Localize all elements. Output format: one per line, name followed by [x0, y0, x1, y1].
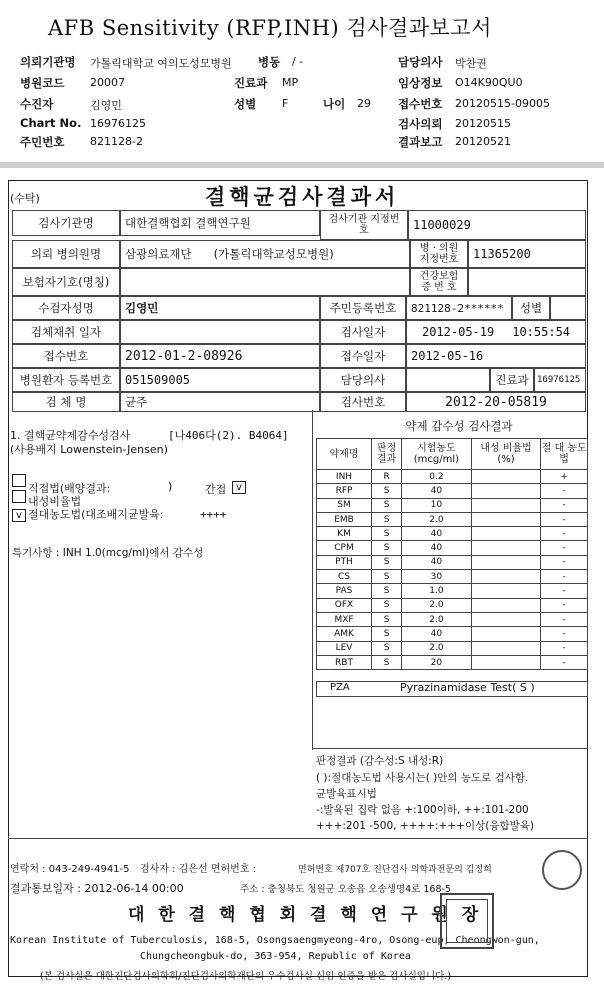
test-date: 2012-05-19 [421, 325, 495, 339]
header-value: 20120515-09005 [455, 97, 550, 110]
table-row [317, 512, 588, 526]
lab-name-label: 검사기관명 [12, 210, 120, 236]
drug-name: PTH [317, 555, 372, 569]
insurance-id-label: 건강보험 증 번 호 [410, 268, 468, 296]
header-label: 진료과 [234, 76, 268, 90]
drug-result: S [372, 498, 402, 512]
drug-absolute: - [541, 541, 588, 555]
drug-name: CPM [317, 541, 372, 555]
report-header-title: AFB Sensitivity (RFP,INH) 검사결과보고서 [48, 16, 492, 40]
contact: 연락처 : 043-249-4941-5 [10, 864, 130, 875]
header-label: 임상정보 [398, 76, 443, 90]
specimen-label: 검 체 명 [12, 392, 120, 412]
certification: (본 검사실은 대한진단검사의학회/진단검사의학재단의 우수검사실 신임 인증을 받은 검사실입니다.) [40, 971, 452, 982]
judgment-line: 균발육표시법 [316, 788, 377, 800]
judgment-line: 판정결과 (감수성:S 내성:R) [316, 755, 444, 767]
header-label: 수진자 [20, 97, 54, 111]
absolute-label: 절대농도법(대조배지균발육: [28, 508, 164, 521]
header-label: 검사의뢰 [398, 117, 443, 131]
header-label: 주민번호 [20, 135, 65, 149]
pza-name: PZA [330, 682, 350, 693]
col-result: 판정 결과 [372, 439, 402, 470]
drug-result: S [372, 527, 402, 541]
drug-ratio [471, 470, 541, 484]
institute-en-1: Korean Institute of Tuberculosis, 168-5, Osongsaengmyeong-4ro, Osong-eup, Cheongwon-gun, [10, 935, 540, 946]
header-label: 접수번호 [398, 97, 443, 111]
institute-en-2: Chungcheongbuk-do, 363-954, Republic of Korea [140, 951, 411, 962]
judgment-line: ( ):절대농도법 사용시는( )안의 농도로 검사함. [316, 772, 529, 784]
drug-absolute: - [541, 498, 588, 512]
receipt-date: 2012-05-16 [406, 344, 586, 368]
hospital-label: 의뢰 병의원명 [12, 240, 120, 268]
drug-ratio [471, 484, 541, 498]
header-label: 병원코드 [20, 76, 65, 90]
drug-name: SM [317, 498, 372, 512]
institute-seal-icon [440, 893, 494, 949]
drug-result: S [372, 584, 402, 598]
reg-no: 051509005 [120, 368, 320, 392]
insured-label: 보험자기호(명칭) [12, 268, 120, 296]
indirect-label: 간접 [205, 483, 227, 496]
form-type: (수탁) [10, 192, 40, 205]
specimen: 균주 [120, 392, 320, 412]
col-absolute: 절 대 농도법 [541, 439, 588, 470]
drug-conc: 40 [402, 555, 472, 569]
method-code: [나406다(2). B4064] [168, 429, 289, 442]
method-heading: 1. 결핵균약제감수성검사 [10, 429, 131, 442]
drug-absolute: - [541, 627, 588, 641]
table-title: 약제 감수성 검사결과 [405, 419, 513, 433]
drug-name: MXF [317, 612, 372, 626]
lab-id: 11000029 [408, 210, 586, 240]
dept-value: 16976125 [534, 368, 586, 392]
address: 주소 : 충청북도 청원군 오송읍 오송생명4로 168-5 [240, 884, 451, 895]
drug-name: KM [317, 527, 372, 541]
col-ratio: 내성 비율법(%) [471, 439, 541, 470]
header-value: 김영민 [90, 99, 122, 112]
collect-date [120, 320, 320, 344]
drug-conc: 40 [402, 484, 472, 498]
judgment-line: +++:201 -500, ++++:+++이상(융합발육) [316, 820, 534, 832]
test-no: 2012-20-05819 [406, 392, 586, 412]
test-date-cell [406, 320, 586, 344]
header-value: 박찬권 [455, 57, 487, 70]
drug-ratio [471, 584, 541, 598]
header-value: 821128-2 [90, 135, 143, 148]
drug-absolute: - [541, 612, 588, 626]
report-title: 결핵균검사결과서 [205, 184, 400, 209]
drug-name: EMB [317, 512, 372, 526]
drug-ratio [471, 641, 541, 655]
hospital-cell [120, 240, 410, 268]
license: 면허번호 제707호 진단검사 의학과전문의 김정희 [298, 865, 492, 875]
drug-absolute: + [541, 470, 588, 484]
drug-absolute: - [541, 584, 588, 598]
reg-no-label: 병원환자 등록번호 [12, 368, 120, 392]
hospital-id-label: 병 · 의원 지정번호 [410, 240, 468, 268]
divider [0, 162, 604, 168]
table-row [317, 555, 588, 569]
lab-id-label: 검사기관 지정번호 [320, 210, 408, 240]
table-row [317, 470, 588, 484]
absolute-checkbox[interactable]: v [12, 509, 26, 522]
drug-conc: 40 [402, 527, 472, 541]
test-no-label: 검사번호 [320, 392, 406, 412]
drug-conc: 30 [402, 570, 472, 584]
drug-conc: 1.0 [402, 584, 472, 598]
drug-ratio [471, 612, 541, 626]
header-value: F [282, 97, 289, 110]
hospital-id: 11365200 [468, 240, 586, 268]
table-row [317, 541, 588, 555]
header-label: 성별 [234, 97, 257, 111]
drug-absolute: - [541, 484, 588, 498]
drug-name: INH [317, 470, 372, 484]
col-conc: 시험농도 (mcg/ml) [402, 439, 472, 470]
indirect-checkbox[interactable]: v [232, 481, 246, 494]
medium: (사용배지 Lowenstein-Jensen) [10, 443, 168, 456]
drug-ratio [471, 655, 541, 669]
drug-ratio [471, 512, 541, 526]
remark: 특기사항 : INH 1.0(mcg/ml)에서 감수성 [12, 547, 204, 559]
table-row [317, 570, 588, 584]
header-value: 20007 [90, 76, 125, 89]
drug-result: S [372, 484, 402, 498]
direct-close: ) [168, 480, 173, 493]
test-time: 10:55:54 [512, 325, 571, 339]
table-row [317, 655, 588, 669]
inspector: 검사자 : 김은선 면허번호 : [140, 864, 257, 875]
table-row [317, 527, 588, 541]
drug-absolute: - [541, 655, 588, 669]
drug-conc: 0.2 [402, 470, 472, 484]
patient-name: 김영민 [120, 296, 320, 320]
header-label: 의뢰기관명 [20, 55, 76, 69]
table-row [317, 498, 588, 512]
table-row [317, 584, 588, 598]
vertical-divider [312, 410, 313, 750]
drug-conc: 2.0 [402, 641, 472, 655]
receipt-date-label: 접수일자 [320, 344, 406, 368]
drug-ratio [471, 570, 541, 584]
doctor-seal-icon [542, 850, 582, 890]
header-label: 나이 [323, 97, 346, 111]
drug-absolute: - [541, 555, 588, 569]
drug-absolute: - [541, 598, 588, 612]
hospital-note: (가톨릭대학교성모병원) [213, 247, 334, 261]
header-label: 결과보고 [398, 135, 443, 149]
table-row [317, 612, 588, 626]
direct-checkbox[interactable] [12, 474, 26, 487]
hospital-name: 삼광의료재단 [125, 247, 192, 261]
institute-kr: 대 한 결 핵 협 회 결 핵 연 구 원 장 [128, 905, 483, 925]
header-label: 담당의사 [398, 55, 443, 69]
drug-result: S [372, 641, 402, 655]
footer-divider [8, 838, 588, 839]
direct-label: 직접법(배양결과: [28, 482, 111, 495]
drug-result: S [372, 598, 402, 612]
rrn: 821128-2****** [406, 296, 512, 320]
header-value: 가톨릭대학교 여의도성모병원 [90, 57, 232, 70]
drug-conc: 40 [402, 627, 472, 641]
drug-ratio [471, 541, 541, 555]
notify-date: 결과통보일자 : 2012-06-14 00:00 [10, 882, 184, 895]
header-value: 20120515 [455, 117, 511, 130]
drug-ratio [471, 527, 541, 541]
drug-result: S [372, 612, 402, 626]
drug-name: CS [317, 570, 372, 584]
drug-absolute: - [541, 570, 588, 584]
header-value: MP [282, 76, 299, 89]
header-value: O14K90QU0 [455, 76, 523, 89]
drug-name: PAS [317, 584, 372, 598]
drug-conc: 2.0 [402, 612, 472, 626]
lab-name: 대한결핵협회 결핵연구원 [120, 210, 320, 236]
rrn-label: 주민등록번호 [320, 296, 406, 320]
ratio-checkbox[interactable] [12, 490, 26, 503]
test-date-label: 검사일자 [320, 320, 406, 344]
drug-name: OFX [317, 598, 372, 612]
doctor-value [406, 368, 490, 392]
drug-absolute: - [541, 527, 588, 541]
header-value: 29 [357, 97, 371, 110]
ratio-label: 내성비율법 [28, 495, 82, 508]
dept-label: 진료과 [490, 368, 534, 392]
drug-result: S [372, 655, 402, 669]
drug-name: RBT [317, 655, 372, 669]
table-row [317, 627, 588, 641]
drug-result: R [372, 470, 402, 484]
header-value: 16976125 [90, 117, 146, 130]
judgment-divider [312, 748, 588, 749]
table-row [317, 641, 588, 655]
drug-conc: 20 [402, 655, 472, 669]
drug-ratio [471, 555, 541, 569]
drug-result: S [372, 570, 402, 584]
drug-conc: 40 [402, 541, 472, 555]
judgment-line: -:발육된 집락 없음 +:100이하, ++:101-200 [316, 804, 529, 816]
header-value: 20120521 [455, 135, 511, 148]
header-label: 병동 [258, 55, 281, 69]
drug-conc: 2.0 [402, 598, 472, 612]
receipt-no: 2012-01-2-08926 [120, 344, 320, 368]
table-row [317, 598, 588, 612]
table-row [317, 484, 588, 498]
doctor-label: 담당의사 [320, 368, 406, 392]
header-value: / - [292, 55, 304, 68]
drug-name: LEV [317, 641, 372, 655]
drug-conc: 2.0 [402, 512, 472, 526]
drug-ratio [471, 627, 541, 641]
sex-value [550, 296, 586, 320]
drug-absolute: - [541, 512, 588, 526]
drug-result: S [372, 555, 402, 569]
drug-sensitivity-table [316, 438, 588, 670]
sex-label: 성별 [512, 296, 550, 320]
receipt-no-label: 접수번호 [12, 344, 120, 368]
absolute-growth: ++++ [200, 508, 227, 521]
drug-name: RFP [317, 484, 372, 498]
pza-result: Pyrazinamidase Test( S ) [400, 681, 535, 694]
drug-result: S [372, 627, 402, 641]
drug-ratio [471, 498, 541, 512]
drug-result: S [372, 541, 402, 555]
drug-ratio [471, 598, 541, 612]
header-label: Chart No. [20, 116, 82, 130]
drug-conc: 10 [402, 498, 472, 512]
insured-value [120, 268, 410, 296]
drug-name: AMK [317, 627, 372, 641]
col-drug: 약제명 [317, 439, 372, 470]
drug-absolute: - [541, 641, 588, 655]
insurance-id [468, 268, 586, 296]
drug-result: S [372, 512, 402, 526]
collect-date-label: 검체채취 일자 [12, 320, 120, 344]
patient-label: 수검자성명 [12, 296, 120, 320]
